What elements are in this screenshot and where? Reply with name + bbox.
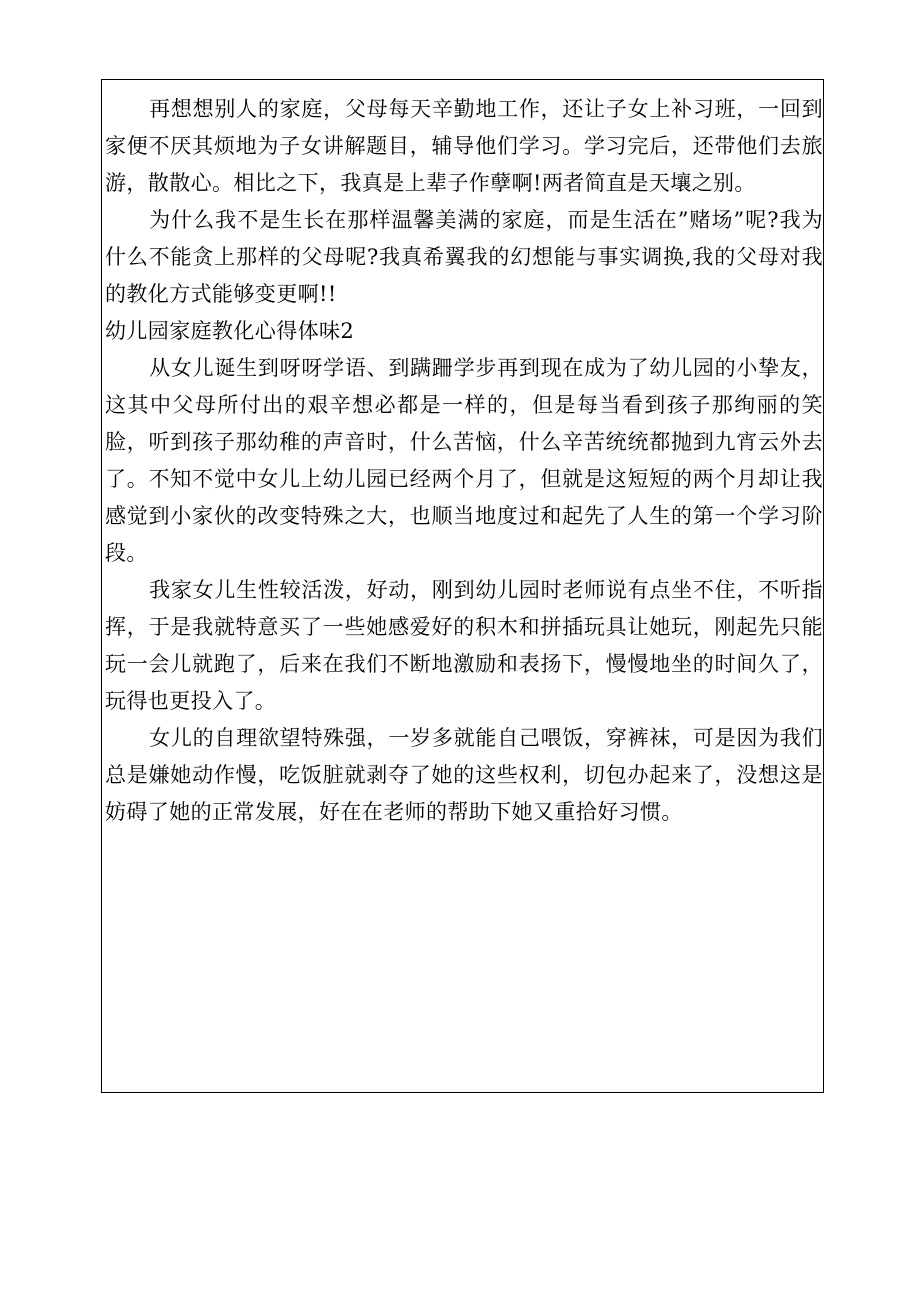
section-heading: 幼儿园家庭教化心得体味2 (105, 319, 355, 343)
paragraph-4: 我家女儿生性较活泼，好动，刚到幼儿园时老师说有点坐不住，不听指挥，于是我就特意买了一些她感爱好的积木和拼插玩具让她玩，刚起先只能玩一会儿就跑了，后来在我们不断地激励和表扬下，慢慢地坐的时间久了，玩得也更投入了。 (105, 578, 823, 713)
paragraph-3: 从女儿诞生到呀呀学语、到蹒跚学步再到现在成为了幼儿园的小挚友，这其中父母所付出的艰辛想必都是一样的，但是每当看到孩子那绚丽的笑脸，听到孩子那幼稚的声音时，什么苦恼，什么辛苦统统都抛到九宵云外去了。不知不觉中女儿上幼儿园已经两个月了，但就是这短短的两个月却让我感觉到小家伙的改变特殊之大，也顺当地度过和起先了人生的第一个学习阶段。 (105, 356, 823, 565)
document-body (105, 91, 823, 831)
document-frame (101, 79, 824, 1093)
paragraph-2: 为什么我不是生长在那样温馨美满的家庭，而是生活在”赌场”呢?我为什么不能贪上那样的父母呢?我真希翼我的幻想能与事实调换,我的父母对我的教化方式能够变更啊!! (105, 208, 823, 306)
paragraph-1: 再想想别人的家庭，父母每天辛勤地工作，还让子女上补习班，一回到家便不厌其烦地为子女讲解题目，辅导他们学习。学习完后，还带他们去旅游，散散心。相比之下，我真是上辈子作孽啊!两者简直是天壤之别。 (105, 97, 823, 195)
paragraph-5: 女儿的自理欲望特殊强，一岁多就能自己喂饭，穿裤袜，可是因为我们总是嫌她动作慢，吃饭脏就剥夺了她的这些权利，切包办起来了，没想这是妨碍了她的正常发展，好在在老师的帮助下她又重拾好习惯。 (105, 726, 823, 824)
